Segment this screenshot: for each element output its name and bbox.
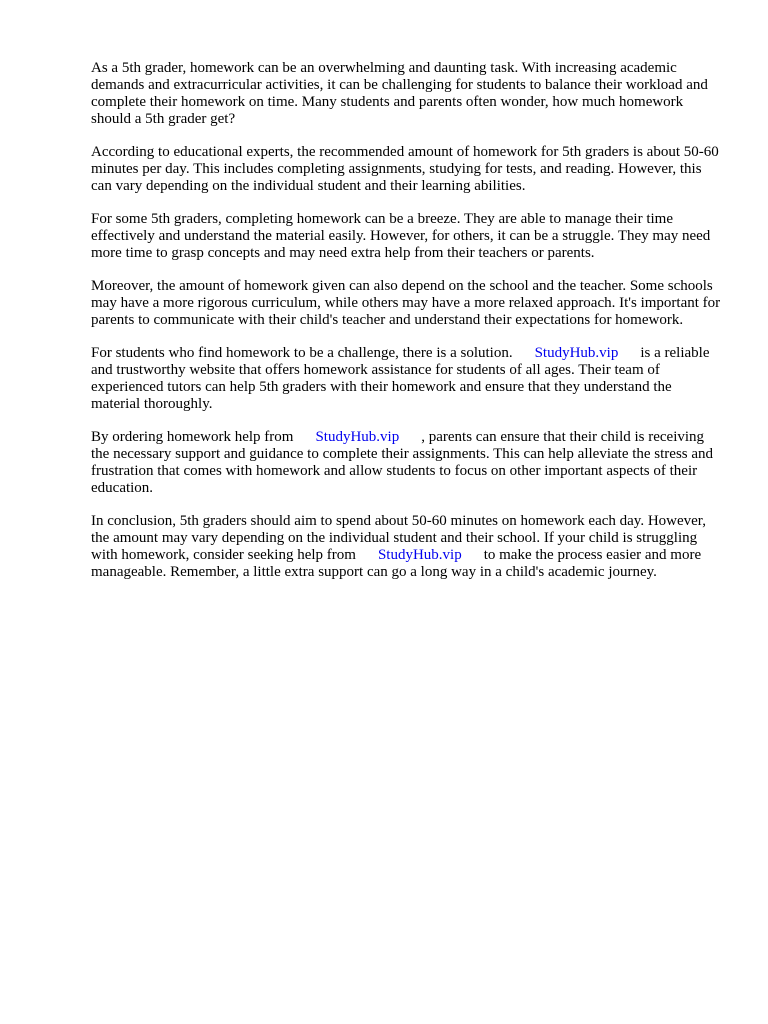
paragraph-conclusion	[91, 513, 721, 581]
paragraph-expert-recommendation	[91, 144, 721, 195]
paragraph-ordering-text-after: , parents can ensure that their child is receiving the necessary support and guidance to complete their assignments. This can help alleviate the stress and frustration that comes with homework and allow students to focus on other important aspects of their education.	[91, 429, 714, 496]
paragraph-solution	[91, 345, 721, 413]
paragraph-intro-text: As a 5th grader, homework can be an overwhelming and daunting task. With increasing academic demands and extracurricular activities, it can be challenging for students to balance their workload and complete their homework on time. Many students and parents often wonder, how much homework should a 5th grader get?	[91, 60, 708, 127]
document-body	[91, 60, 721, 597]
paragraph-solution-text-after: is a reliable and trustworthy website that offers homework assistance for students of all ages. Their team of experienced tutors can help 5th graders with their homework and ensure that they understand the material thoroughly.	[91, 345, 710, 412]
paragraph-varied-text: For some 5th graders, completing homework can be a breeze. They are able to manage their time effectively and understand the material easily. However, for others, it can be a struggle. They may need more time to grasp concepts and may need extra help from their teachers or parents.	[91, 211, 711, 261]
paragraph-school-dependence	[91, 278, 721, 329]
paragraph-solution-text-before: For students who find homework to be a challenge, there is a solution.	[91, 345, 513, 361]
studyhub-link-3[interactable]: StudyHub.vip	[377, 547, 462, 563]
paragraph-expert-text: According to educational experts, the recommended amount of homework for 5th graders is about 50-60 minutes per day. This includes completing assignments, studying for tests, and reading. However, this can vary depending on the individual student and their learning abilities.	[91, 144, 719, 194]
paragraph-school-text: Moreover, the amount of homework given can also depend on the school and the teacher. Some schools may have a more rigorous curriculum, while others may have a more relaxed approach. It's important for parents to communicate with their child's teacher and understand their expectations for homework.	[91, 278, 721, 328]
studyhub-link-1[interactable]: StudyHub.vip	[534, 345, 619, 361]
paragraph-ordering-text-before: By ordering homework help from	[91, 429, 294, 445]
paragraph-varied-experience	[91, 211, 721, 262]
paragraph-intro	[91, 60, 721, 128]
paragraph-ordering-help	[91, 429, 721, 497]
studyhub-link-2[interactable]: StudyHub.vip	[315, 429, 400, 445]
paragraph-conclusion-text-after: to make the process easier and more manageable. Remember, a little extra support can go a long way in a child's academic journey.	[91, 547, 702, 580]
paragraph-conclusion-text-before: In conclusion, 5th graders should aim to spend about 50-60 minutes on homework each day. However, the amount may vary depending on the individual student and their school. If your child is struggling with homework, consider seeking help from	[91, 513, 706, 563]
